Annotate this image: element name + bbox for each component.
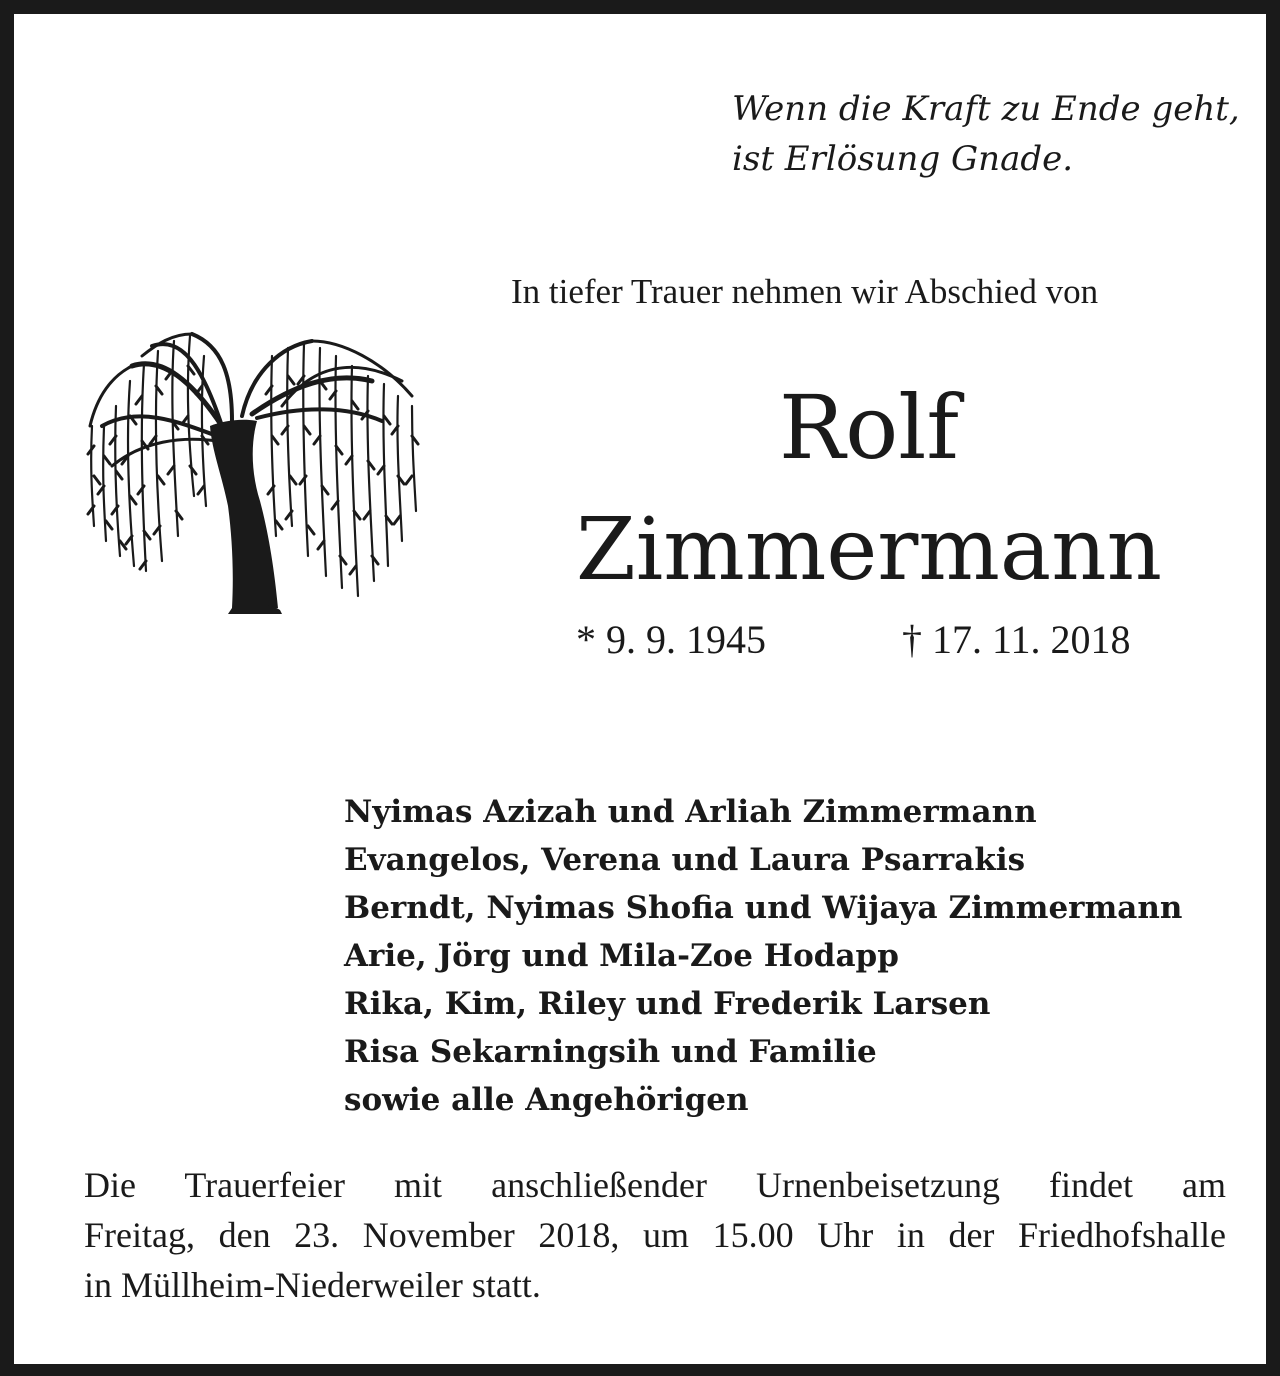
intro-text: In tiefer Trauer nehmen wir Abschied von	[511, 272, 1099, 311]
birth-date: * 9. 9. 1945	[576, 617, 766, 662]
ceremony-line-2: Freitag, den 23. November 2018, um 15.00 Uhr in der Friedhofshalle	[84, 1215, 1226, 1255]
mourner-line: sowie alle Angehörigen	[344, 1082, 749, 1118]
quote-line-2: ist Erlösung Gnade.	[732, 139, 1074, 179]
mourner-line: Risa Sekarningsih und Familie	[344, 1034, 877, 1070]
deceased-last-name: Zimmermann	[576, 500, 1162, 600]
quote-line-1: Wenn die Kraft zu Ende geht,	[732, 89, 1240, 129]
mourner-line: Berndt, Nyimas Shofia und Wijaya Zimmermann	[344, 890, 1183, 926]
ceremony-line-1: Die Trauerfeier mit anschließender Urnenbeisetzung findet am	[84, 1165, 1226, 1205]
death-date: † 17. 11. 2018	[902, 617, 1131, 662]
quote	[732, 84, 1240, 184]
mourner-line: Rika, Kim, Riley und Frederik Larsen	[344, 986, 991, 1022]
ceremony-notice	[84, 1160, 1226, 1310]
weeping-willow-icon	[82, 326, 426, 616]
mourner-line: Evangelos, Verena und Laura Psarrakis	[344, 842, 1026, 878]
ceremony-line-3: in Müllheim-Niederweiler statt.	[84, 1265, 541, 1305]
mourner-line: Nyimas Azizah und Arliah Zimmermann	[344, 794, 1037, 830]
mourner-line: Arie, Jörg und Mila-Zoe Hodapp	[344, 938, 899, 974]
deceased-first-name: Rolf	[779, 376, 959, 479]
mourners-list	[344, 788, 1182, 1124]
